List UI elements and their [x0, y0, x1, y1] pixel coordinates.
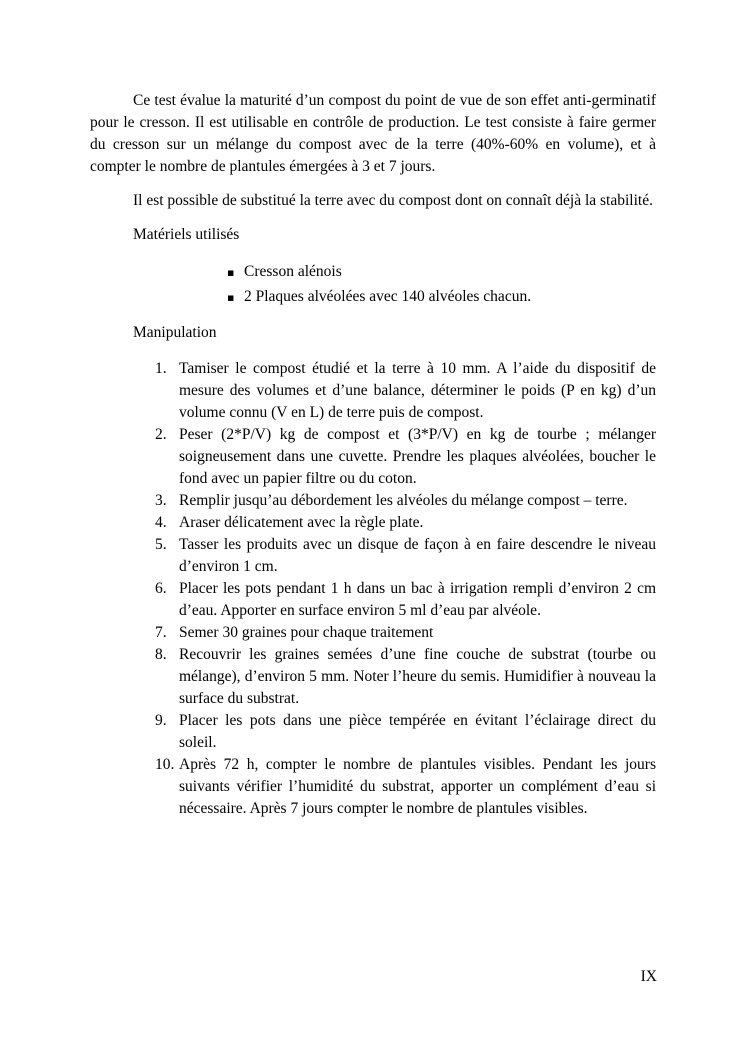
step-text: Tasser les produits avec un disque de façon à en faire descendre le niveau d’environ 1 cm.: [179, 536, 656, 575]
step-number: 1.: [155, 360, 167, 377]
step-item: [155, 622, 656, 644]
intro-paragraph-1: Ce test évalue la maturité d’un compost du point de vue de son effet anti-germinatif pour le cresson. Il est utilisable en contrôle de production. Le test consiste à faire germer du cresson sur un mélange du compost avec de la terre (40%-60% en volume), et à compter le nombre de plantules émergées à 3 et 7 jours.: [90, 92, 656, 175]
step-text: Araser délicatement avec la règle plate.: [179, 514, 424, 531]
step-text: Placer les pots dans une pièce tempérée en évitant l’éclairage direct du soleil.: [179, 712, 656, 751]
step-number: 8.: [155, 646, 167, 663]
step-item: [155, 512, 656, 534]
step-item: [155, 644, 656, 710]
intro-paragraph-2: Il est possible de substitué la terre avec du compost dont on connaît déjà la stabilité.: [133, 192, 653, 209]
step-number: 3.: [155, 492, 167, 509]
step-item: [155, 424, 656, 490]
step-item: [155, 754, 656, 820]
step-number: 2.: [155, 426, 167, 443]
step-number: 6.: [155, 580, 167, 597]
step-item: [155, 578, 656, 622]
bullet-item-label: Cresson alénois: [244, 263, 342, 280]
step-text: Après 72 h, compter le nombre de plantules visibles. Pendant les jours suivants vérifier l’humidité du substrat, apporter un complément d’eau si nécessaire. Après 7 jours compter le nombre de plantules visibles.: [179, 756, 656, 817]
step-text: Semer 30 graines pour chaque traitement: [179, 624, 434, 641]
step-number: 5.: [155, 536, 167, 553]
step-item: [155, 534, 656, 578]
bullet-item: [227, 285, 656, 310]
step-number: 10.: [155, 756, 175, 773]
page-content: [90, 90, 656, 820]
step-text: Placer les pots pendant 1 h dans un bac à irrigation rempli d’environ 2 cm d’eau. Apporter en surface environ 5 ml d’eau par alvéole.: [179, 580, 656, 619]
page-number: IX: [640, 968, 657, 985]
step-text: Remplir jusqu’au débordement les alvéoles du mélange compost – terre.: [179, 492, 628, 509]
step-item: [155, 490, 656, 512]
step-text: Tamiser le compost étudié et la terre à 10 mm. A l’aide du dispositif de mesure des volumes et d’une balance, déterminer le poids (P en kg) d’un volume connu (V en L) de terre puis de compost.: [179, 360, 656, 421]
square-bullet-icon: ▪: [227, 291, 235, 304]
manipulation-heading: Manipulation: [133, 324, 217, 341]
step-text: Peser (2*P/V) kg de compost et (3*P/V) en kg de tourbe ; mélanger soigneusement dans une cuvette. Prendre les plaques alvéolées, boucher le fond avec un papier filtre ou du coton.: [179, 426, 656, 487]
step-item: [155, 710, 656, 754]
manipulation-steps-list: [155, 358, 656, 820]
square-bullet-icon: ▪: [227, 266, 235, 279]
materials-bullet-list: [227, 260, 656, 310]
step-text: Recouvrir les graines semées d’une fine couche de substrat (tourbe ou mélange), d’environ 5 mm. Noter l’heure du semis. Humidifier à nouveau la surface du substrat.: [179, 646, 656, 707]
materials-heading: Matériels utilisés: [133, 226, 240, 243]
step-number: 7.: [155, 624, 167, 641]
step-item: [155, 358, 656, 424]
bullet-item: [227, 260, 656, 285]
step-number: 4.: [155, 514, 167, 531]
bullet-item-label: 2 Plaques alvéolées avec 140 alvéoles chacun.: [244, 288, 532, 305]
step-number: 9.: [155, 712, 167, 729]
